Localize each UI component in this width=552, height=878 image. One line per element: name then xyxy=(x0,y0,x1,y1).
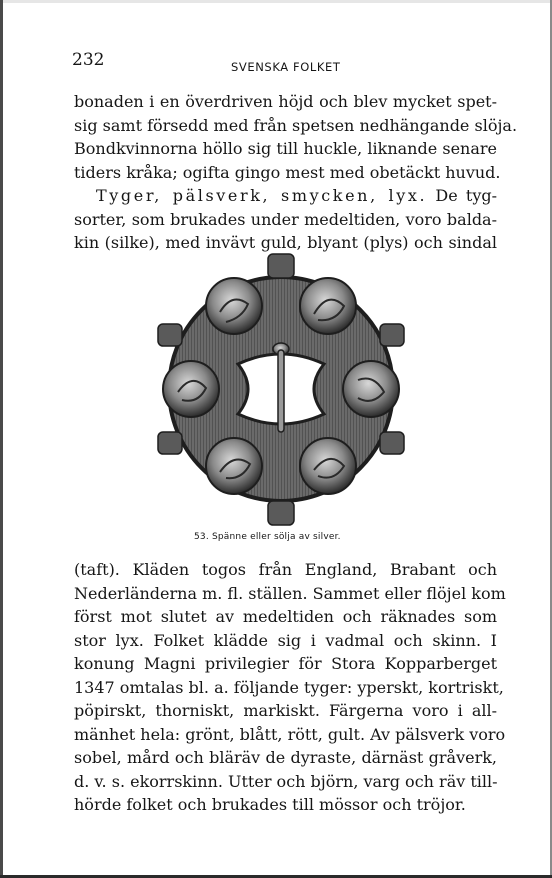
text-line: bonaden i en överdriven höjd och blev mycket spet- xyxy=(74,92,497,111)
text-line: Nederländerna m. fl. ställen. Sammet eller flöjel kom xyxy=(74,583,506,603)
page-left-edge xyxy=(0,0,3,878)
text-line: Bondkvinnorna höllo sig till huckle, liknande senare xyxy=(74,139,497,158)
text-line: (taft). Kläden togos från England, Brabant och xyxy=(74,560,497,579)
paragraph-bottom xyxy=(74,558,506,817)
text-line: sobel, mård och bläräv de dyraste, därnäst gråverk, xyxy=(74,748,497,767)
text-line: sorter, som brukades under medeltiden, voro balda- xyxy=(74,209,497,229)
section-heading: Tyger, pälsverk, smycken, lyx. xyxy=(96,186,428,205)
text-line: stor lyx. Folket klädde sig i vadmal och skinn. I xyxy=(74,630,497,650)
figure-caption: 53. Spänne eller sölja av silver. xyxy=(194,532,341,542)
text-line: sig samt försedd med från spetsen nedhängande slöja. xyxy=(74,115,518,135)
section-heading-line xyxy=(74,184,497,208)
text-line: först mot slutet av medeltiden och räknades som xyxy=(74,607,497,626)
text-line: mänhet hela: grönt, blått, rött, gult. Av pälsverk voro xyxy=(74,724,506,744)
text-line: pöpirskt, thorniskt, markiskt. Färgerna voro i all- xyxy=(74,701,497,720)
text-line: tiders kråka; ogifta gingo mest med obetäckt huvud. xyxy=(74,162,501,182)
text-line: konung Magni privilegier för Stora Kopparberget xyxy=(74,654,497,673)
running-head: SVENSKA FOLKET xyxy=(231,60,341,74)
section-heading-rest: De tyg- xyxy=(427,186,498,205)
text-line: hörde folket och brukades till mössor och tröjor. xyxy=(74,795,466,814)
page-top-edge xyxy=(0,0,552,3)
text-line: 1347 omtalas bl. a. följande tyger: yperskt, kortriskt, xyxy=(74,677,504,697)
text-line: d. v. s. ekorrskinn. Utter och björn, varg och räv till- xyxy=(74,771,498,791)
paragraph-top xyxy=(74,90,518,255)
brooch-illustration xyxy=(146,252,416,527)
page-number: 232 xyxy=(72,50,105,70)
text-line: kin (silke), med invävt guld, blyant (plys) och sindal xyxy=(74,233,497,252)
